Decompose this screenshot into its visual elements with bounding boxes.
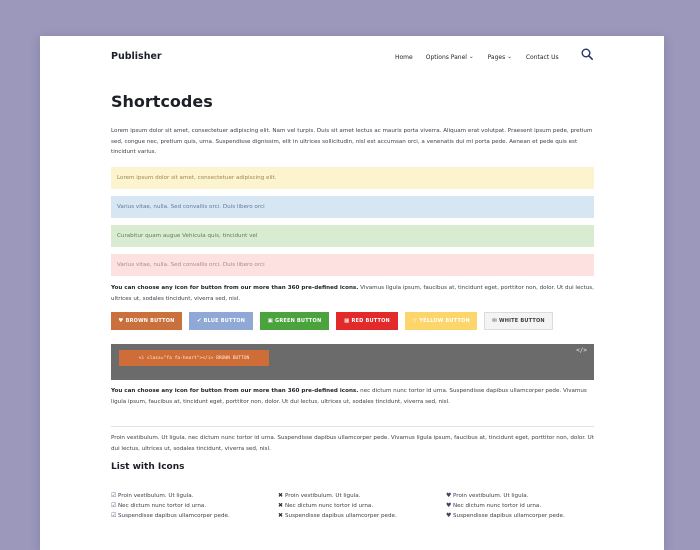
list-item-text: Suspendisse dapibus ullamcorper pede. xyxy=(453,513,565,520)
chevron-down-icon: ⌄ xyxy=(507,54,512,60)
list-item-text: Proin vestibulum. Ut ligula. xyxy=(453,493,529,499)
close-icon: ✖ xyxy=(278,502,284,510)
list-item-text: Suspendisse dapibus ullamcorper pede. xyxy=(118,513,230,520)
alert-text: Lorem ipsum dolor sit amet, consectetuer adipiscing elit. xyxy=(117,175,277,181)
list-item-text: Nec dictum nunc tortor id urna. xyxy=(118,503,207,510)
nav-item-label: Pages xyxy=(487,53,506,61)
code-snippet: <i class="fa fa-heart"></i> BROWN BUTTON xyxy=(119,350,269,366)
close-icon: ✖ xyxy=(278,492,284,499)
icons-description xyxy=(111,386,594,407)
nav-item-label: Options Panel xyxy=(425,53,467,61)
proin-paragraph: Proin vestibulum. Ut ligula. nec dictum nunc tortor id urna. Suspendisse dapibus ullamcorper pede. Vivamus ligula ipsum, faucibus at, tincidunt eget, porttitor non, dolor. Ut dui lectus, ultrices ut, sodales tincidunt, viverra sed, nisl. xyxy=(111,435,594,452)
page-card xyxy=(40,36,664,550)
list-item-text: Nec dictum nunc tortor id urna. xyxy=(453,503,542,510)
list-item xyxy=(278,511,397,521)
intro-paragraph: Lorem ipsum dolor sit amet, consectetuer adipiscing elit. Nam vel turpis. Duis sit amet lectus ac mauris porta viverra. Aliquam erat volutpat. Praesent ipsum pede, pretium sed, congue nec, pretium quis, urna. Suspendisse dignissim, elit in ultrices sollicitudin, nisl est accumsan orci, a venenatis dui mi porta pede. Aenean et pede quis est tincidunt varius. xyxy=(111,128,593,156)
button-label: RED BUTTON xyxy=(351,318,390,324)
icon-list-hearts xyxy=(446,491,565,522)
paragraph-rest: Vivamus ligula ipsum, faucibus at, tincidunt eget, porttitor non, dolor. Ut dui lectus, ultrices ut, sodales tincidunt, viverra sed, nisl. xyxy=(111,285,594,302)
nav-item-label: Contact Us xyxy=(525,53,559,61)
buttons-description xyxy=(111,283,594,304)
alert-text: Varius vitae, nulla. Sed convallis orci. Duis libero orci xyxy=(117,204,265,210)
cart-icon: ▣ xyxy=(267,318,274,324)
alert-text: Curabitur quam augue Vehicula quis, tincidunt vel xyxy=(117,233,258,239)
icon-list-crosses xyxy=(278,491,397,522)
paragraph-rest: nec dictum nunc tortor id urna. Suspendisse dapibus ullamcorper pede. Vivamus ligula ipsum, faucibus at, tincidunt eget, porttitor non, dolor. Ut dui lectus, ultrices ut, sodales tincidunt, viverra sed, nisl. xyxy=(111,388,587,405)
button-label: YELLOW BUTTON xyxy=(419,318,470,324)
list-item xyxy=(111,491,230,501)
yellow-button[interactable] xyxy=(405,312,477,330)
envelope-icon: ✉ xyxy=(492,318,498,324)
close-icon: ✖ xyxy=(278,512,284,520)
alert-text: Varius vitae, nulla. Sed convallis orci. Duis libero orci xyxy=(117,262,265,268)
bold-lead: You can choose any icon for button from our more than 360 pre-defined icons. xyxy=(111,388,359,394)
nav-item-options-panel[interactable] xyxy=(426,54,474,61)
list-item xyxy=(111,501,230,511)
checkbox-icon: ☑ xyxy=(111,502,117,510)
list-item xyxy=(111,511,230,521)
button-label: BLUE BUTTON xyxy=(203,318,246,324)
grid-icon: ▦ xyxy=(344,318,350,324)
list-item xyxy=(278,491,397,501)
main-nav xyxy=(395,51,559,63)
alert-green xyxy=(111,225,594,247)
list-item-text: Proin vestibulum. Ut ligula. xyxy=(285,493,361,499)
list-item-text: Proin vestibulum. Ut ligula. xyxy=(118,493,194,499)
brown-button[interactable] xyxy=(111,312,182,330)
code-preview xyxy=(111,344,594,380)
star-icon: ☆ xyxy=(412,318,418,324)
alert-blue xyxy=(111,196,594,218)
list-item xyxy=(446,511,565,521)
green-button[interactable] xyxy=(260,312,329,330)
heart-icon: ♥ xyxy=(118,318,124,324)
white-button[interactable] xyxy=(484,312,553,330)
bold-lead: You can choose any icon for button from our more than 360 pre-defined icons. xyxy=(111,285,359,291)
alert-yellow xyxy=(111,167,594,189)
checkbox-icon: ☑ xyxy=(111,492,117,499)
heart-icon: ♥ xyxy=(446,512,452,520)
nav-item-home[interactable] xyxy=(395,54,413,61)
icon-list-checks xyxy=(111,491,230,522)
list-item xyxy=(278,501,397,511)
button-label: BROWN BUTTON xyxy=(125,318,175,324)
chevron-down-icon: ⌄ xyxy=(468,54,474,60)
nav-item-label: Home xyxy=(395,53,413,61)
list-item-text: Suspendisse dapibus ullamcorper pede. xyxy=(285,513,397,520)
list-item-text: Nec dictum nunc tortor id urna. xyxy=(285,503,374,510)
blue-button[interactable] xyxy=(189,312,253,330)
button-label: GREEN BUTTON xyxy=(275,318,322,324)
divider xyxy=(111,426,594,427)
button-label: WHITE BUTTON xyxy=(499,318,545,324)
list-item xyxy=(446,491,565,501)
heart-icon: ♥ xyxy=(446,492,452,499)
heart-icon: ♥ xyxy=(446,502,452,510)
list-heading: List with Icons xyxy=(111,462,185,472)
list-item xyxy=(446,501,565,511)
check-icon: ✔ xyxy=(196,318,202,324)
checkbox-icon: ☑ xyxy=(111,512,117,520)
page-title: Shortcodes xyxy=(111,92,213,111)
search-icon[interactable] xyxy=(581,48,593,60)
code-icon[interactable]: </> xyxy=(576,347,587,354)
nav-item-contact-us[interactable] xyxy=(526,54,559,61)
brand-logo[interactable]: Publisher xyxy=(111,51,162,62)
alert-red xyxy=(111,254,594,276)
red-button[interactable] xyxy=(336,312,398,330)
nav-item-pages[interactable] xyxy=(488,54,512,61)
